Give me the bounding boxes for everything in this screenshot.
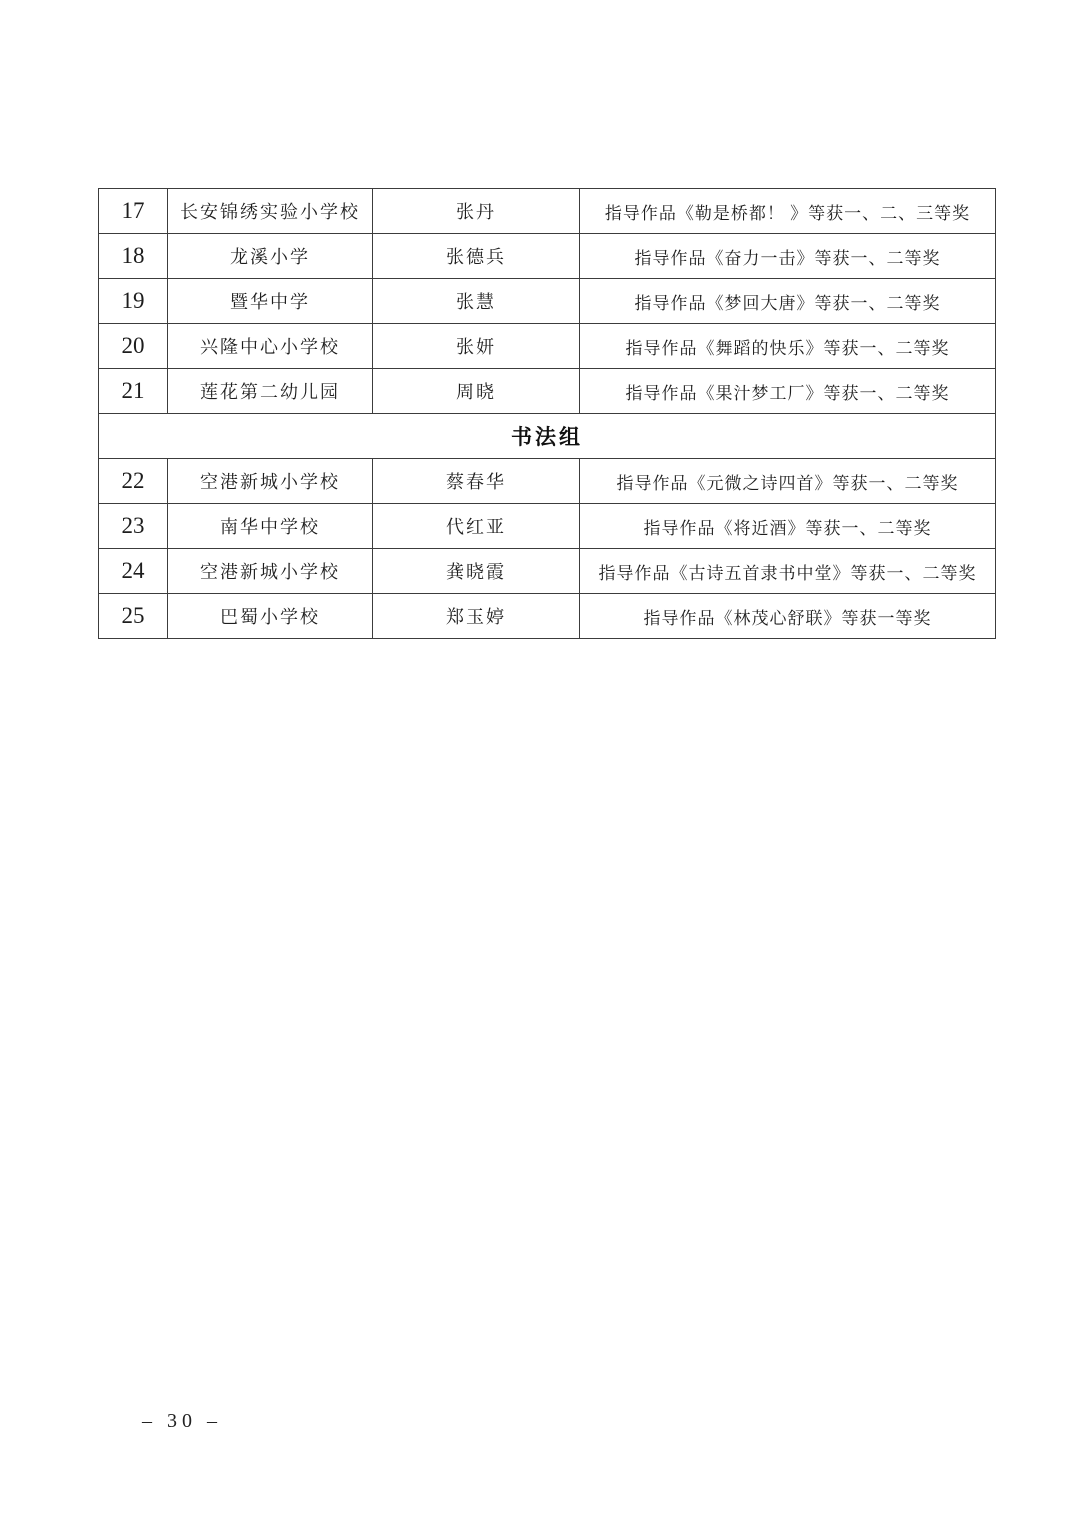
award-cell: 指导作品《元微之诗四首》等获一、二等奖 — [580, 459, 996, 504]
school-cell: 长安锦绣实验小学校 — [168, 189, 373, 234]
school-cell: 龙溪小学 — [168, 234, 373, 279]
row-number: 19 — [99, 279, 168, 324]
table-row — [99, 594, 996, 639]
page-number: – 30 – — [142, 1410, 222, 1432]
school-cell: 莲花第二幼儿园 — [168, 369, 373, 414]
teacher-name-cell: 张慧 — [373, 279, 580, 324]
awards-table — [98, 188, 996, 639]
school-cell: 巴蜀小学校 — [168, 594, 373, 639]
row-number: 18 — [99, 234, 168, 279]
teacher-name-cell: 郑玉婷 — [373, 594, 580, 639]
award-cell: 指导作品《梦回大唐》等获一、二等奖 — [580, 279, 996, 324]
row-number: 22 — [99, 459, 168, 504]
school-cell: 空港新城小学校 — [168, 549, 373, 594]
award-cell: 指导作品《林茂心舒联》等获一等奖 — [580, 594, 996, 639]
row-number: 21 — [99, 369, 168, 414]
row-number: 25 — [99, 594, 168, 639]
table-row — [99, 324, 996, 369]
section-header-row — [99, 414, 996, 459]
award-cell: 指导作品《将近酒》等获一、二等奖 — [580, 504, 996, 549]
teacher-name-cell: 张德兵 — [373, 234, 580, 279]
award-cell: 指导作品《勒是桥都！ 》等获一、二、三等奖 — [580, 189, 996, 234]
school-cell: 南华中学校 — [168, 504, 373, 549]
teacher-name-cell: 张妍 — [373, 324, 580, 369]
table-row — [99, 189, 996, 234]
table-row — [99, 234, 996, 279]
table-row — [99, 459, 996, 504]
row-number: 17 — [99, 189, 168, 234]
school-cell: 暨华中学 — [168, 279, 373, 324]
row-number: 24 — [99, 549, 168, 594]
award-cell: 指导作品《古诗五首隶书中堂》等获一、二等奖 — [580, 549, 996, 594]
award-cell: 指导作品《奋力一击》等获一、二等奖 — [580, 234, 996, 279]
teacher-name-cell: 代红亚 — [373, 504, 580, 549]
award-cell: 指导作品《舞蹈的快乐》等获一、二等奖 — [580, 324, 996, 369]
table-row — [99, 549, 996, 594]
table-row — [99, 369, 996, 414]
teacher-name-cell: 张丹 — [373, 189, 580, 234]
school-cell: 空港新城小学校 — [168, 459, 373, 504]
teacher-name-cell: 龚晓霞 — [373, 549, 580, 594]
row-number: 20 — [99, 324, 168, 369]
award-cell: 指导作品《果汁梦工厂》等获一、二等奖 — [580, 369, 996, 414]
table-row — [99, 279, 996, 324]
teacher-name-cell: 蔡春华 — [373, 459, 580, 504]
section-header-calligraphy-group: 书法组 — [99, 414, 996, 459]
teacher-name-cell: 周晓 — [373, 369, 580, 414]
table-row — [99, 504, 996, 549]
row-number: 23 — [99, 504, 168, 549]
school-cell: 兴隆中心小学校 — [168, 324, 373, 369]
